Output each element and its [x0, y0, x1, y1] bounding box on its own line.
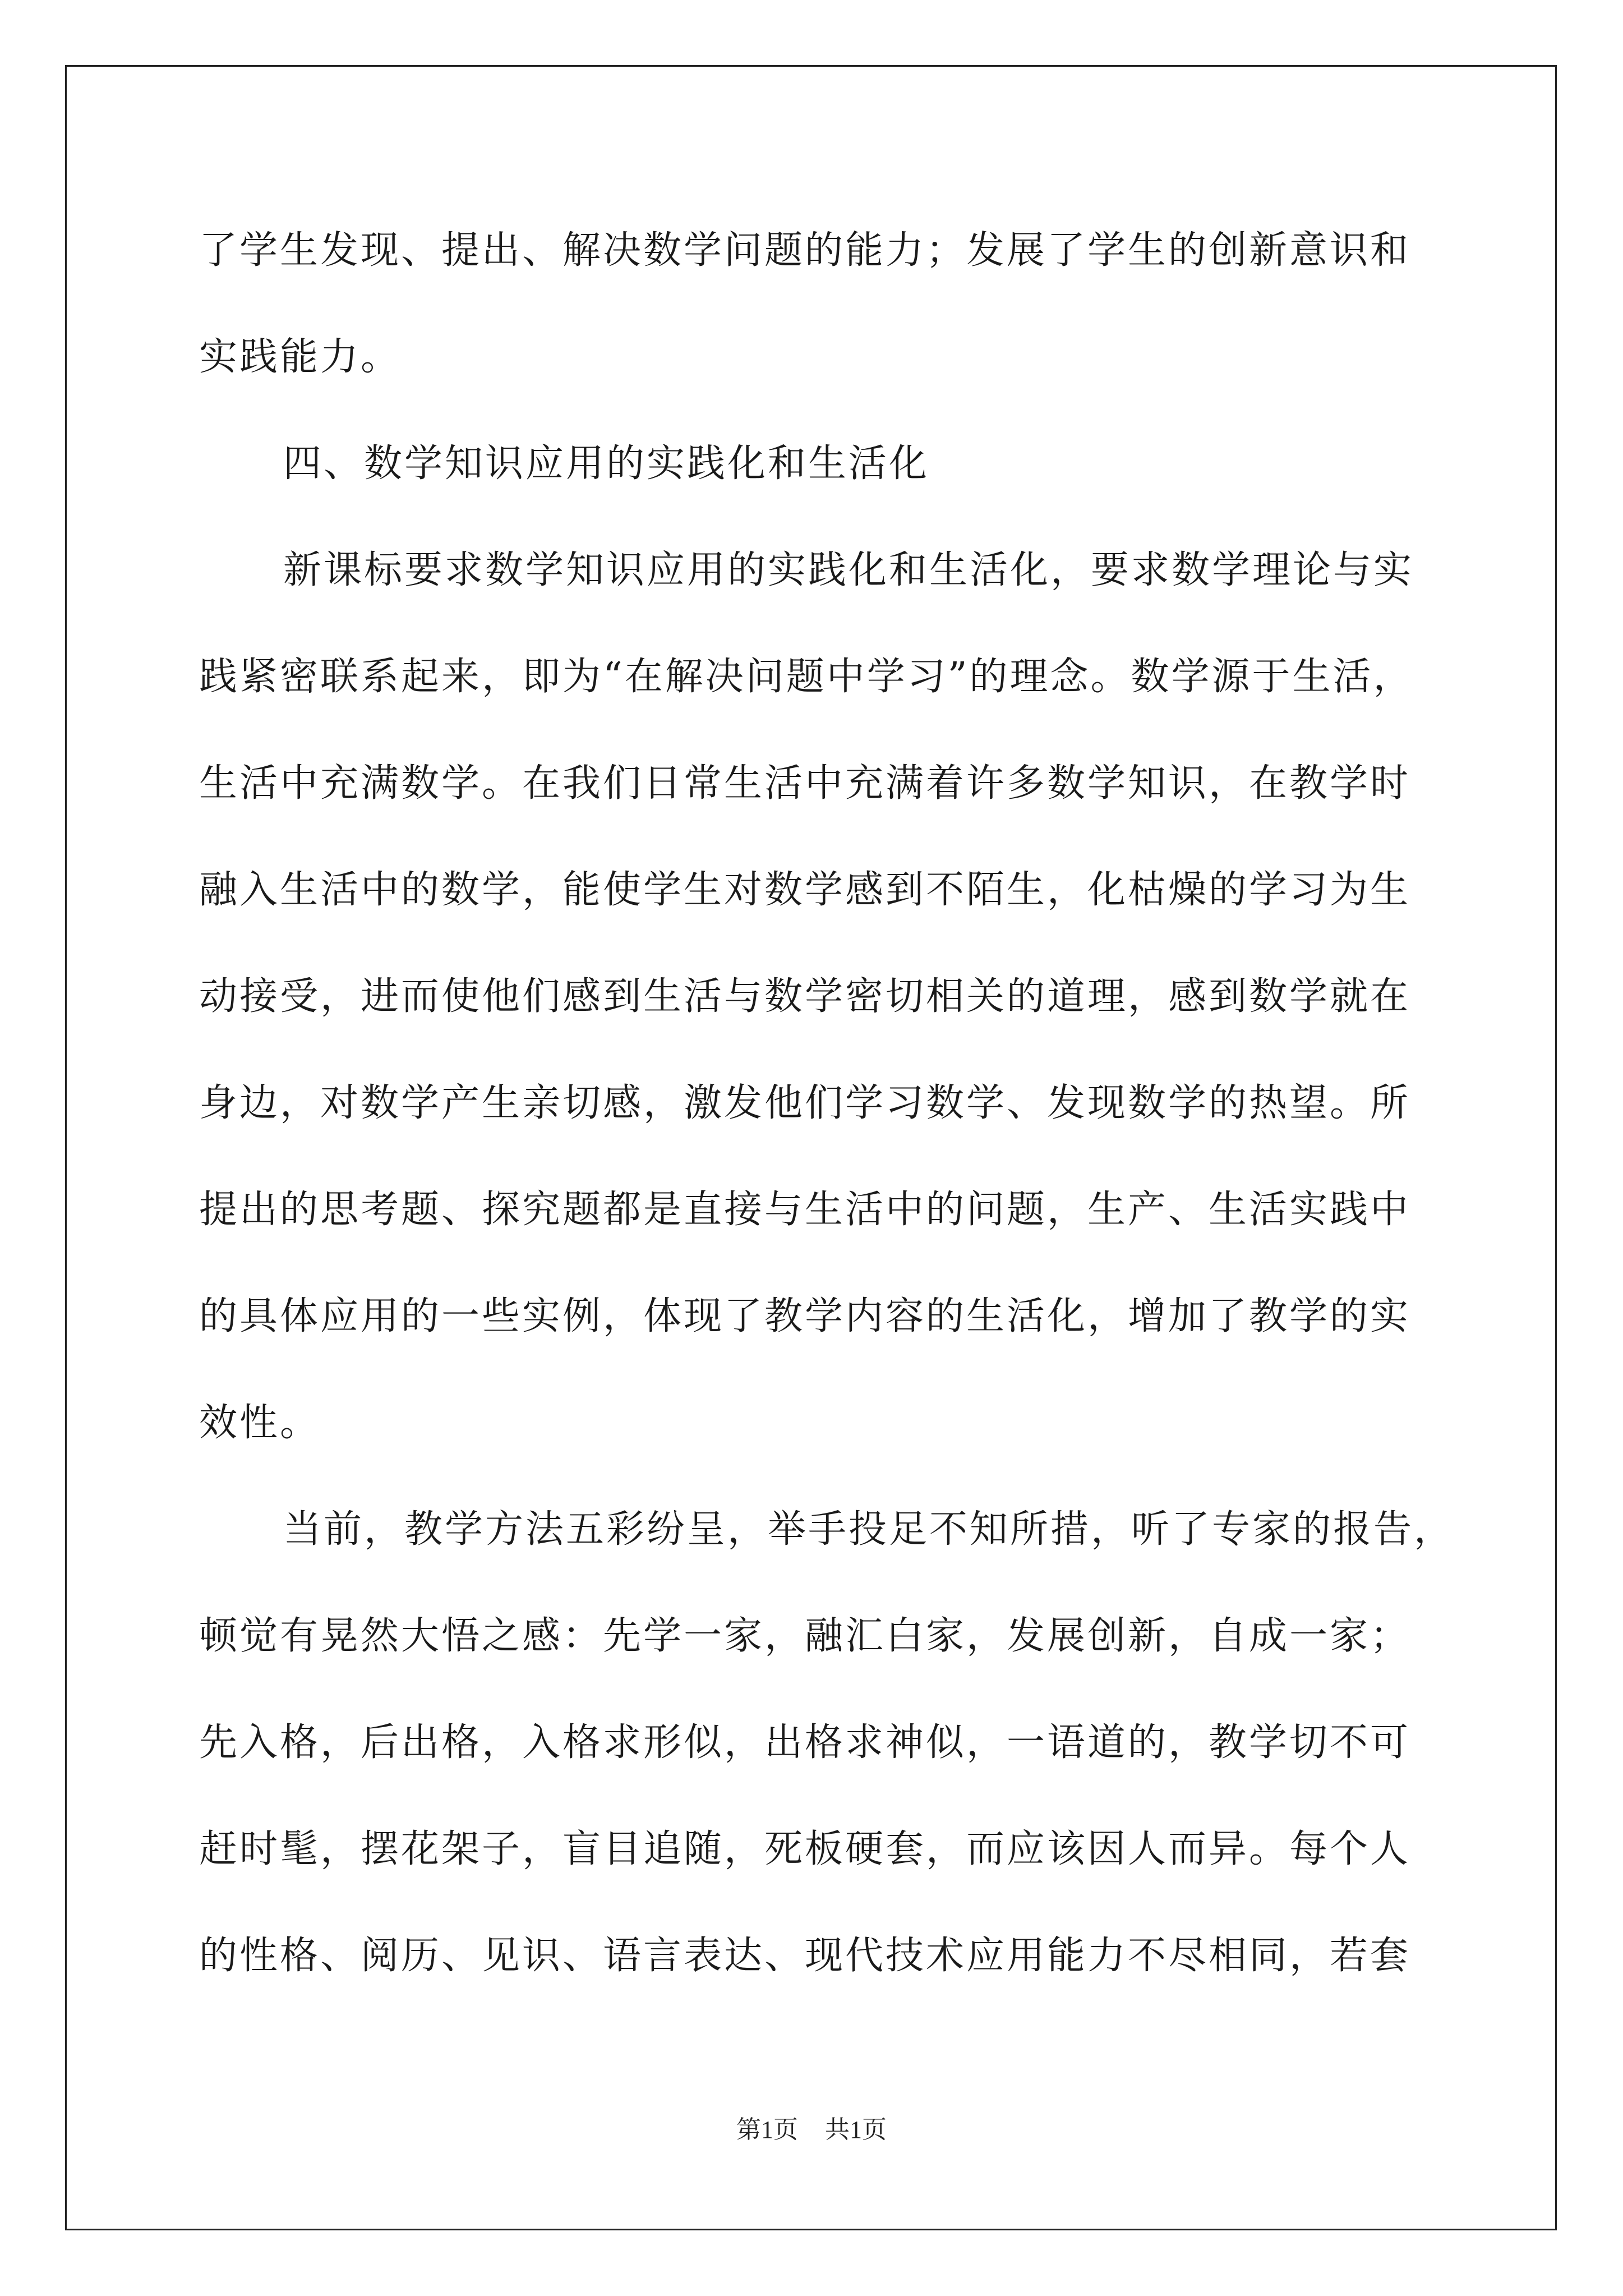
text-line: 融入生活中的数学，能使学生对数学感到不陌生，化枯燥的学习为生 — [199, 868, 1411, 912]
text-line: 身边，对数学产生亲切感，激发他们学习数学、发现数学的热望。所 — [199, 1081, 1411, 1125]
text-line: 实践能力。 — [199, 335, 402, 379]
text-line: 的具体应用的一些实例，体现了教学内容的生活化，增加了教学的实 — [199, 1294, 1411, 1338]
text-line: 当前，教学方法五彩纷呈，举手投足不知所措，听了专家的报告， — [283, 1507, 1455, 1552]
page-footer — [0, 2109, 1623, 2145]
text-line: 赶时髦，摆花架子，盲目追随，死板硬套，而应该因人而异。每个人 — [199, 1827, 1411, 1871]
document-body — [199, 209, 1455, 2021]
section-heading: 四、数学知识应用的实践化和生活化 — [283, 441, 930, 486]
text-line: 生活中充满数学。在我们日常生活中充满着许多数学知识，在教学时 — [199, 761, 1411, 806]
text-line: 践紧密联系起来，即为“在解决问题中学习”的理念。数学源于生活， — [199, 655, 1414, 699]
page-number-current: 第1页 — [736, 2116, 798, 2143]
text-line: 提出的思考题、探究题都是直接与生活中的问题，生产、生活实践中 — [199, 1188, 1411, 1232]
page-number-total: 共1页 — [825, 2116, 887, 2143]
text-line: 的性格、阅历、见识、语言表达、现代技术应用能力不尽相同，若套 — [199, 1934, 1411, 1978]
text-line: 新课标要求数学知识应用的实践化和生活化，要求数学理论与实 — [283, 548, 1414, 592]
text-line: 效性。 — [199, 1401, 321, 1445]
text-line: 动接受，进而使他们感到生活与数学密切相关的道理，感到数学就在 — [199, 974, 1411, 1019]
text-line: 了学生发现、提出、解决数学问题的能力；发展了学生的创新意识和 — [199, 228, 1411, 273]
text-line: 顿觉有晃然大悟之感：先学一家，融汇白家，发展创新，自成一家； — [199, 1614, 1411, 1658]
text-line: 先入格，后出格，入格求形似，出格求神似，一语道的，教学切不可 — [199, 1720, 1411, 1765]
